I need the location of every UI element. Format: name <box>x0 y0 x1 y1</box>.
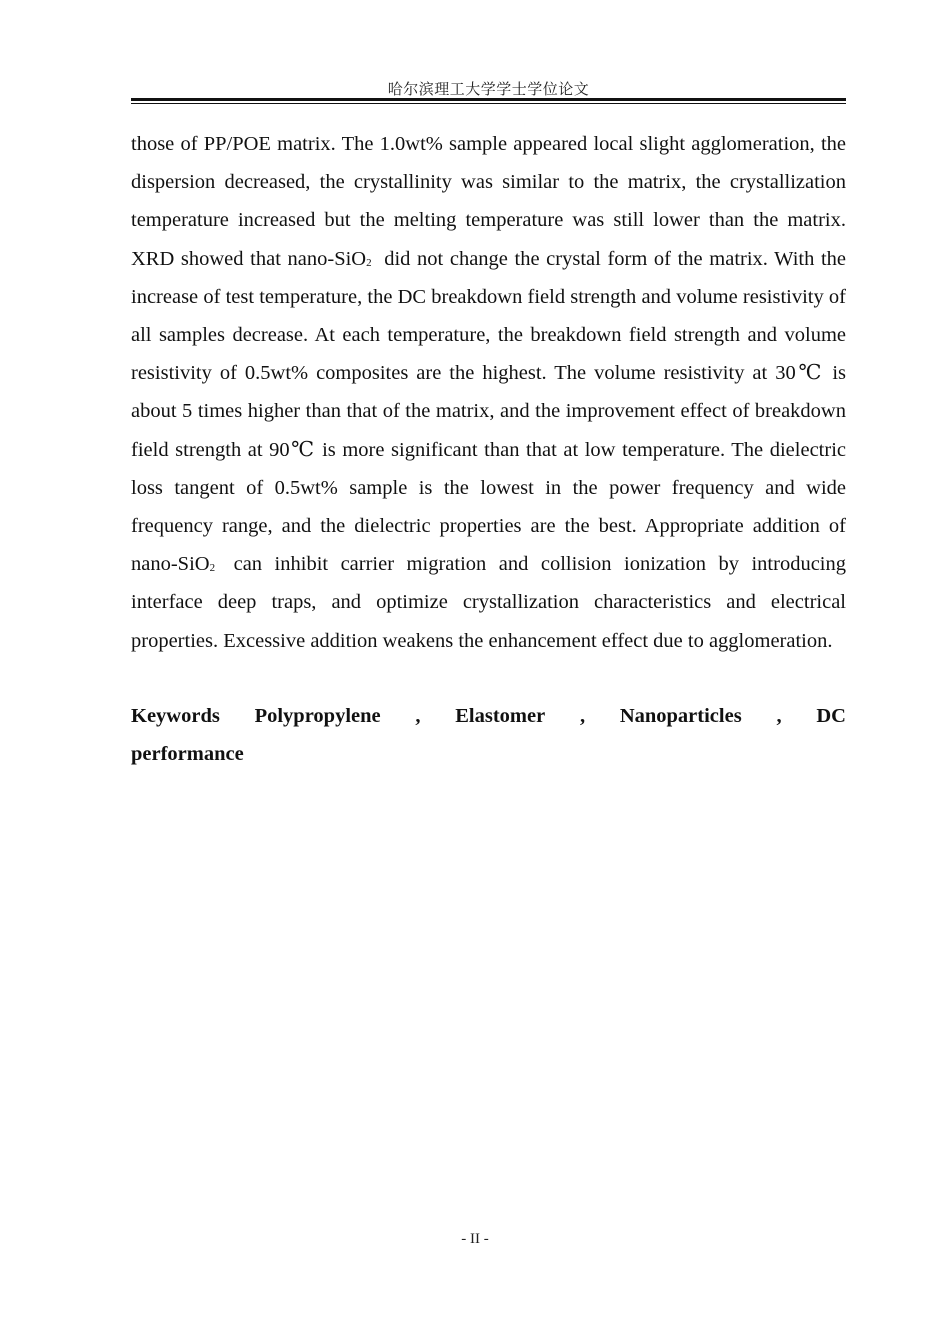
keywords-label: Keywords <box>131 705 220 727</box>
subscript-two: 2 <box>209 562 216 575</box>
keyword-item: DC <box>816 705 846 727</box>
abstract-paragraph <box>131 125 846 660</box>
header-rule-thick <box>131 98 846 101</box>
keyword-item: Nanoparticles <box>619 705 742 727</box>
keywords-block <box>131 697 846 773</box>
keywords-line <box>131 697 846 735</box>
keyword-item: Elastomer <box>455 705 546 727</box>
abstract-text-part-1: those of PP/POE matrix. The 1.0wt% sample appeared local slight agglomeration, the dispersion decreased, the crystallinity was similar to the matrix, the crystallization temperature increased but the melting temperature was still lower than the matrix. XRD showed that nano-SiO <box>131 133 846 270</box>
page-number: - II - <box>461 1231 489 1247</box>
keyword-separator: , <box>579 705 586 727</box>
keyword-separator: , <box>776 705 782 727</box>
keyword-separator: , <box>415 705 421 727</box>
keyword-item: Polypropylene <box>254 705 381 727</box>
keywords-continuation: performance <box>131 743 244 766</box>
subscript-two: 2 <box>366 256 372 269</box>
abstract-text-part-3: can inhibit carrier migration and collision ionization by introducing interface deep traps, and optimize crystallization characteristics and electrical properties. Excessive addition weakens the enhancement effect due to agglomeration. <box>131 553 846 652</box>
abstract-text-part-2: did not change the crystal form of the matrix. With the increase of test temperature, the DC breakdown field strength and volume resistivity of all samples decrease. At each temperature, the breakdown field strength and volume resistivity of 0.5wt% composites are the highest. The volume resistivity at 30℃ is about 5 times higher than that of the matrix, and the improvement effect of breakdown field strength at 90℃ is more significant than that at low temperature. The dielectric loss tangent of 0.5wt% sample is the lowest in the power frequency and wide frequency range, and the dielectric properties are the best. Appropriate addition of nano-SiO <box>131 247 847 576</box>
header-rule-thin <box>131 103 846 104</box>
running-header-title: 哈尔滨理工大学学士学位论文 <box>387 80 590 98</box>
